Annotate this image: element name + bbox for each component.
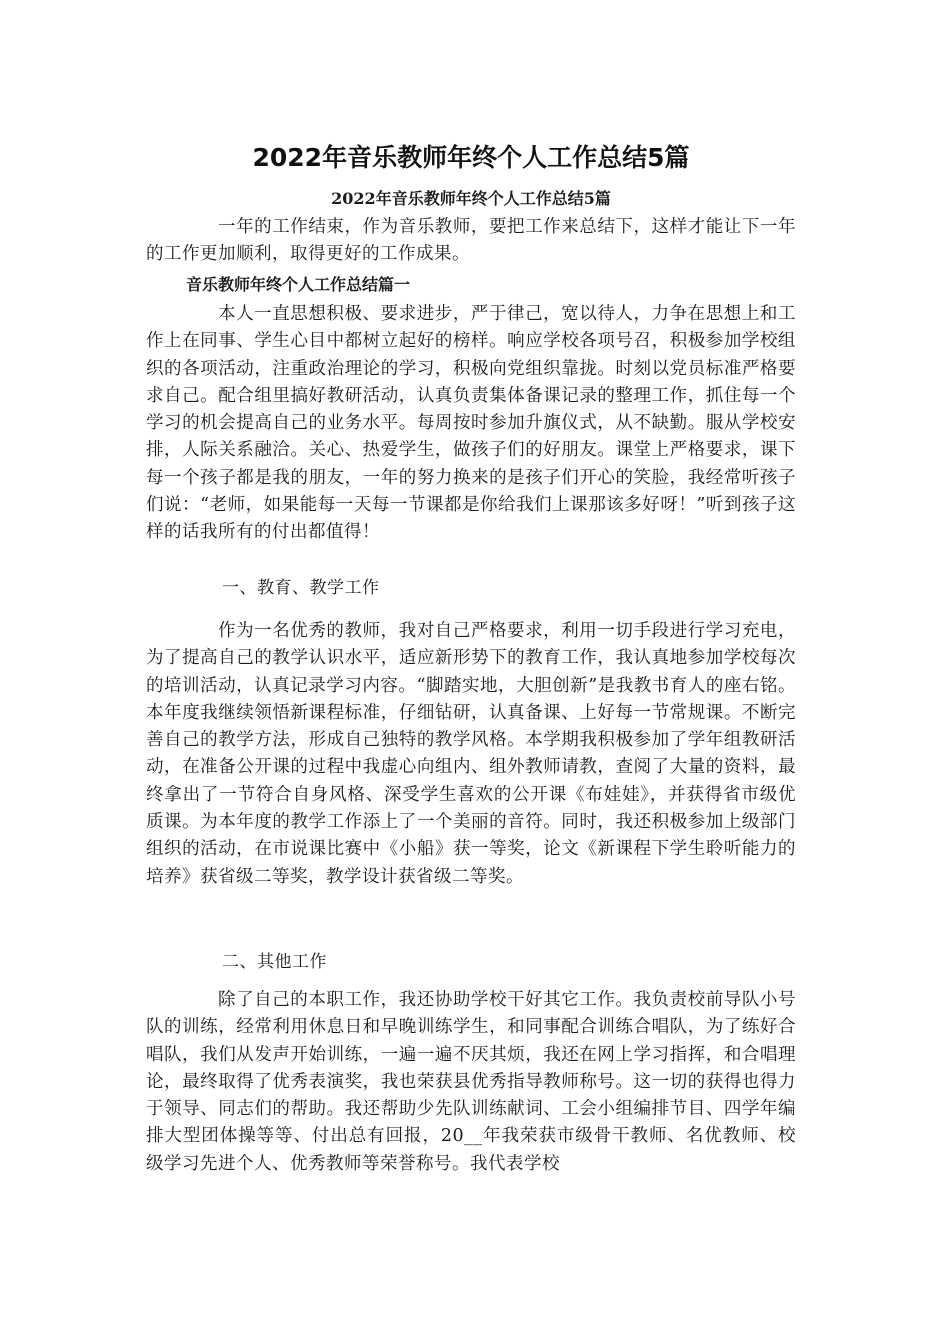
article-heading: 音乐教师年终个人工作总结篇一 [186, 275, 411, 294]
document-title: 2022年音乐教师年终个人工作总结5篇 [252, 143, 690, 172]
section-heading-other-work: 二、其他工作 [222, 952, 327, 972]
paragraph-2: 作为一名优秀的教师，我对自己严格要求，利用一切手段进行学习充电，为了提高自己的教学认识水平，适应新形势下的教育工作，我认真地参加学校每次的培训活动，认真记录学习内容。“脚踏实地，大胆创新”是我教书育人的座右铭。本年度我继续领悟新课程标准，仔细钻研，认真备课、上好每一节常规课。不断完善自己的教学方法，形成自己独特的教学风格。本学期我积极参加了学年组教研活动，在准备公开课的过程中我虚心向组内、组外教师请教，查阅了大量的资料，最终拿出了一节符合自身风格、深受学生喜欢的公开课《布娃娃》，并获得省市级优质课。为本年度的教学工作添上了一个美丽的音符。同时，我还积极参加上级部门组织的活动，在市说课比赛中《小船》获一等奖，论文《新课程下学生聆听能力的培养》获省级二等奖，教学设计获省级二等奖。 [146, 621, 796, 887]
document-subtitle: 2022年音乐教师年终个人工作总结5篇 [331, 189, 611, 208]
paragraph-3: 除了自己的本职工作，我还协助学校干好其它工作。我负责校前导队小号队的训练，经常利用休息日和早晚训练学生，和同事配合训练合唱队，为了练好合唱队，我们从发声开始训练，一遍一遍不厌其烦，我还在网上学习指挥，和合唱理论，最终取得了优秀表演奖，我也荣获县优秀指导教师称号。这一切的获得也得力于领导、同志们的帮助。我还帮助少先队训练献词、工会小组编排节目、四学年编排大型团体操等等、付出总有回报，20__年我荣获市级骨干教师、名优教师、校级学习先进个人、优秀教师等荣誉称号。我代表学校 [146, 990, 796, 1174]
intro-paragraph: 一年的工作结束，作为音乐教师，要把工作来总结下，这样才能让下一年的工作更加顺利，取得更好的工作成果。 [146, 217, 796, 265]
paragraph-1: 本人一直思想积极、要求进步，严于律己，宽以待人，力争在思想上和工作上在同事、学生心目中都树立起好的榜样。响应学校各项号召，积极参加学校组织的各项活动，注重政治理论的学习，积极向党组织靠拢。时刻以党员标准严格要求自己。配合组里搞好教研活动，认真负责集体备课记录的整理工作，抓住每一个学习的机会提高自己的业务水平。每周按时参加升旗仪式，从不缺勤。服从学校安排，人际关系融洽。关心、热爱学生，做孩子们的好朋友。课堂上严格要求，课下每一个孩子都是我的朋友，一年的努力换来的是孩子们开心的笑脸，我经常听孩子们说：“老师，如果能每一天每一节课都是你给我们上课那该多好呀！”听到孩子这样的话我所有的付出都值得！ [146, 304, 796, 543]
section-heading-education: 一、教育、教学工作 [222, 578, 380, 598]
